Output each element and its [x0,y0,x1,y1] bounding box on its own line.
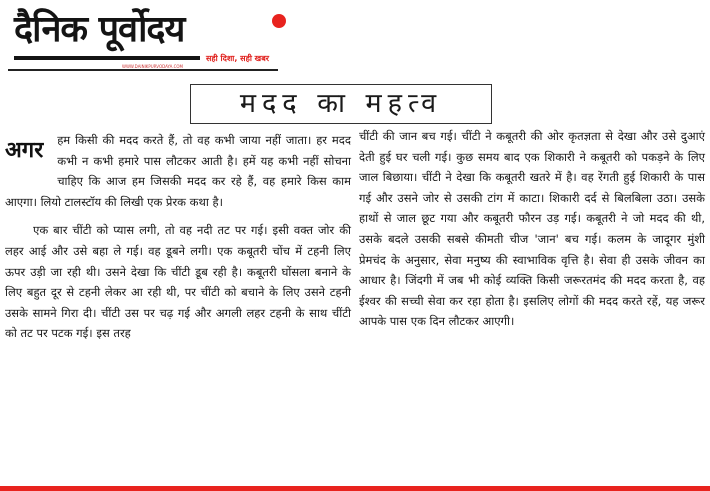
newspaper-logo-title: दैनिक पूर्वोदय [14,9,185,50]
article-column-left [5,130,351,344]
masthead-tagline: सही दिशा, सही खबर [206,54,270,63]
newspaper-masthead [14,4,284,70]
paragraph-text: हम किसी की मदद करते हैं, तो वह कभी जाया नहीं जाता। हर मदद कभी न कभी हमारे पास लौटकर आती है। हमें यह कभी नहीं सोचना चाहिए कि आज हम जिसकी मदद कर रहे हैं, वह हमारे किस काम आएगा। लियो टालस्टॉय की लिखी एक प्रेरक कथा है। [5,133,351,209]
article-column-right [359,126,705,332]
article-paragraph [5,130,351,212]
page-bottom-bar [0,486,710,491]
article-headline: मदद का महत्व [239,88,443,119]
article-paragraph: चींटी की जान बच गई। चींटी ने कबूतरी की ओर कृतज्ञता से देखा और उसे दुआएं देती हुई घर चली गई। कुछ समय बाद एक शिकारी ने कबूतरी को पकड़ने के लिए जाल बिछाया। चींटी ने देखा कि कबूतरी खतरे में है। वह रेंगती हुई शिकारी के पास गई और उसने जोर से उसकी टांग में काटा। शिकारी दर्द से बिलबिला उठा। उसके हाथों से जाल छूट गया और कबूतरी फौरन उड़ गई। कबूतरी ने जो मदद की थी, उसके बदले उसकी सबसे कीमती चीज 'जान' बच गई। कलम के जादूगर मुंशी प्रेमचंद के अनुसार, सेवा मनुष्य की स्वाभाविक वृत्ति है। सेवा ही उसके जीवन का आधार है। जिंदगी में जब भी कोई व्यक्ति किसी जरूरतमंद की मदद करता है, वह ईश्वर की सच्ची सेवा कर रहा होता है। इसलिए लोगों की मदद करते रहें, यह जरूर आपके पास एक दिन लौटकर आएगी। [359,129,705,329]
masthead-divider [8,69,278,71]
masthead-underline [14,56,200,60]
masthead-small-text: WWW.DAINIKPURVODAYA.COM [122,64,184,69]
dropcap-word: अगर [5,138,44,163]
headline-box [190,84,492,124]
article-paragraph: एक बार चींटी को प्यास लगी, तो वह नदी तट पर गई। इसी वक्त जोर की लहर आई और उसे बहा ले गई। वह डूबने लगी। एक कबूतरी चोंच में टहनी लिए ऊपर उड़ी जा रही थी। उसने देखा कि चींटी डूब रही है। कबूतरी घोंसला बनाने के लिए बहुत दूर से टहनी लेकर आ रही थी, पर चींटी को बचाने के लिए उसने टहनी उसके सामने गिरा दी। चींटी उस पर चढ़ गई और अगली लहर टहनी के साथ चींटी को तट पर पटक गई। इस तरह [5,223,351,341]
logo-red-dot [272,14,286,28]
